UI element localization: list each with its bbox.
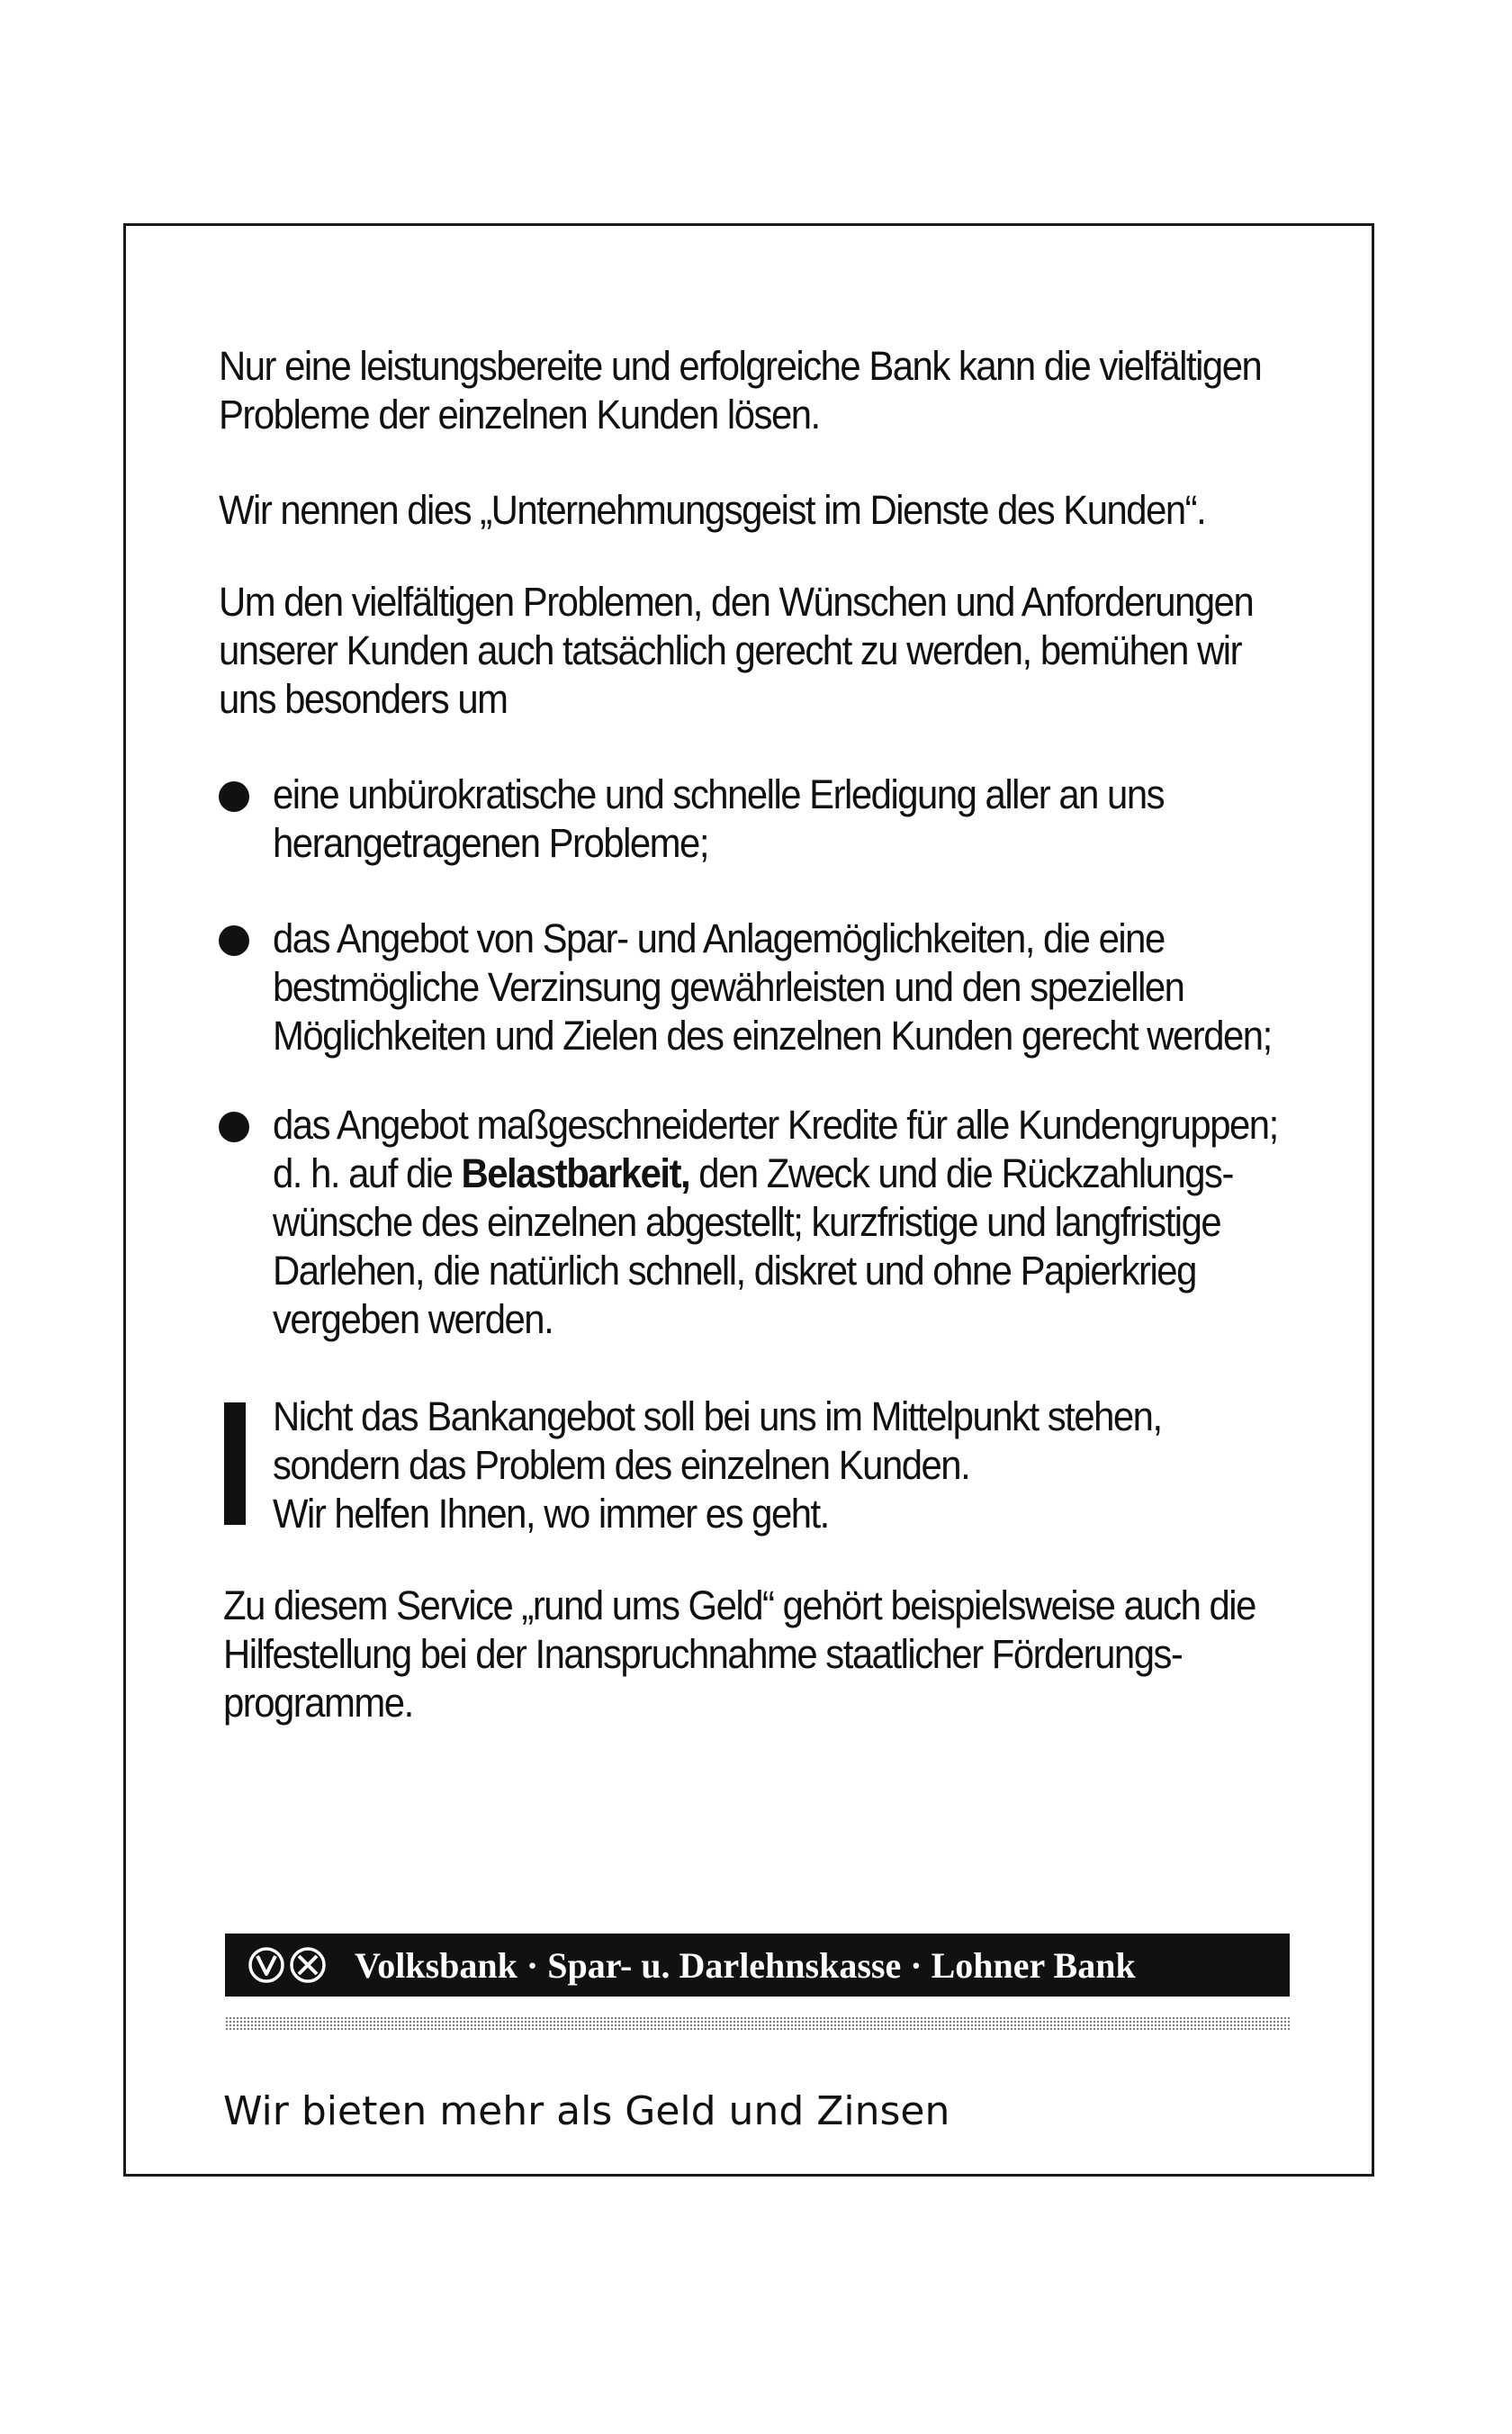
- highlight-bar: [224, 1402, 246, 1525]
- bullet-item: [273, 1101, 1278, 1344]
- volksbank-raiffeisen-logo-icon: [247, 1944, 329, 1986]
- bullet-line: herangetragenen Probleme;: [273, 820, 708, 866]
- bullet-line-part: d. h. auf die: [273, 1150, 462, 1196]
- lead-line: Um den vielfältigen Problemen, den Wünschen und Anforderungen: [219, 579, 1254, 625]
- dotted-divider: [225, 2016, 1290, 2031]
- motto-paragraph: [219, 486, 1215, 535]
- slogan: Wir bieten mehr als Geld und Zinsen: [223, 2088, 950, 2134]
- lead-line: unserer Kunden auch tatsächlich gerecht zu werden, bemühen wir: [219, 627, 1242, 673]
- bank-name: Volksbank · Spar- u. Darlehnskasse · Lohner Bank: [355, 1944, 1136, 1986]
- bank-banner: [225, 1934, 1290, 1997]
- bullet-line: das Angebot von Spar- und Anlagemöglichkeiten, die eine: [273, 915, 1165, 961]
- bullet-line: Darlehen, die natürlich schnell, diskret und ohne Papierkrieg: [273, 1248, 1196, 1294]
- highlight-line: Nicht das Bankangebot soll bei uns im Mittelpunkt stehen,: [273, 1393, 1162, 1439]
- service-paragraph: [223, 1582, 1256, 1727]
- highlight-paragraph: [273, 1393, 1219, 1538]
- bullet-line-part: den Zweck und die Rückzahlungs-: [689, 1150, 1233, 1196]
- bullet-dot: [219, 925, 249, 956]
- highlight-line: Wir helfen Ihnen, wo immer es geht.: [273, 1491, 829, 1537]
- bullet-line: bestmögliche Verzinsung gewährleisten und den speziellen: [273, 964, 1184, 1010]
- emphasis-belastbarkeit: Belastbarkeit,: [461, 1150, 690, 1196]
- bullet-line: wünsche des einzelnen abgestellt; kurzfristige und langfristige: [273, 1199, 1221, 1245]
- bullet-line: vergeben werden.: [273, 1296, 554, 1342]
- bullet-dot: [219, 1112, 249, 1142]
- bullet-line: das Angebot maßgeschneiderter Kredite für alle Kundengruppen;: [273, 1102, 1278, 1148]
- lead-line: uns besonders um: [219, 676, 508, 722]
- motto-line: Wir nennen dies „Unternehmungsgeist im Dienste des Kunden“.: [219, 487, 1206, 533]
- lead-paragraph: [219, 578, 1254, 724]
- intro-line: Probleme der einzelnen Kunden lösen.: [219, 392, 820, 437]
- bullet-line: [273, 1149, 1233, 1198]
- highlight-line: sondern das Problem des einzelnen Kunden.: [273, 1442, 970, 1488]
- bullet-line: eine unbürokratische und schnelle Erledigung aller an uns: [273, 771, 1165, 817]
- service-line: Zu diesem Service „rund ums Geld“ gehört beispielsweise auch die: [223, 1582, 1256, 1628]
- service-line: Hilfestellung bei der Inanspruchnahme staatlicher Förderungs-: [223, 1631, 1183, 1677]
- bullet-item: [273, 915, 1272, 1060]
- intro-line: Nur eine leistungsbereite und erfolgreiche Bank kann die vielfältigen: [219, 343, 1262, 389]
- bullet-item: [273, 771, 1219, 868]
- bullet-dot: [219, 781, 249, 812]
- service-line: programme.: [223, 1680, 413, 1726]
- intro-paragraph: [219, 342, 1262, 439]
- bullet-line: Möglichkeiten und Zielen des einzelnen Kunden gerecht werden;: [273, 1013, 1272, 1059]
